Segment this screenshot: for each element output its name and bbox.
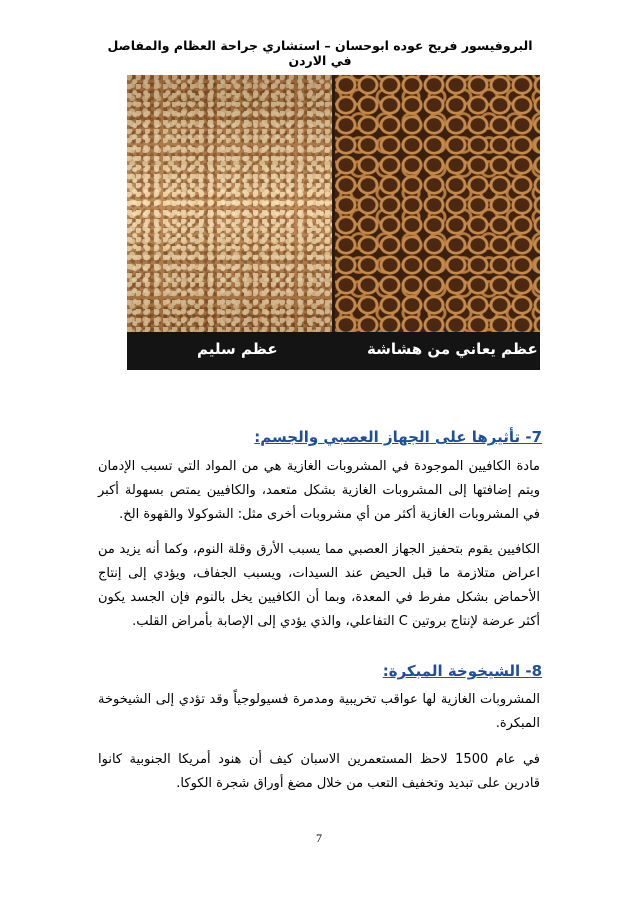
bone-comparison-figure (127, 75, 540, 370)
caption-healthy-bone: عظم سليم (197, 340, 278, 358)
section-8-paragraph-1: المشروبات الغازية لها عواقب تخريبية ومدمرة فسيولوجياً وقد تؤدي إلى الشيخوخة المبكرة. (98, 692, 540, 731)
caption-osteoporotic-bone: عظم يعاني من هشاشة (367, 340, 538, 358)
page-number: 7 (316, 831, 322, 845)
section-7-title: 7- تأثيرها على الجهاز العصبي والجسم: (254, 428, 542, 446)
section-8-title: 8- الشيخوخة المبكرة: (382, 662, 542, 680)
osteoporotic-bone-image (335, 75, 540, 332)
page-header: البروفيسور فريح عوده ابوحسان – استشاري جراحة العظام والمفاصل في الاردن (107, 38, 533, 68)
section-8-paragraph-2: في عام 1500 لاحظ المستعمرين الاسبان كيف أن هنود أمريكا الجنوبية كانوا قادرين على تبديد وتخفيف التعب من خلال مضغ أوراق شجرة الكوكا. (98, 752, 540, 791)
healthy-bone-image (127, 75, 332, 332)
figure-caption-bar (127, 332, 540, 370)
section-7-paragraph-2: الكافيين يقوم بتحفيز الجهاز العصبي مما يسبب الأرق وقلة النوم، وكما أنه يزيد من اعراض متلازمة ما قبل الحيض عند السيدات، ويسبب الجفاف، ويؤدي إلى إنتاج الأحماض بشكل مفرط في المعدة، وبما أن الكافيين يخل بالنوم فإن الجسد يكون أكثر عرضة لإنتاج بروتين C التفاعلي، والذي يؤدي إلى الإصابة بأمراض القلب. (98, 542, 540, 629)
section-7-paragraph-1: مادة الكافيين الموجودة في المشروبات الغازية هي من المواد التي تسبب الإدمان ويتم إضافتها إلى المشروبات الغازية بشكل متعمد، والكافيين يمتص بسهولة أكبر في المشروبات الغازية أكثر من أي مشروبات أخرى مثل: الشوكولا والقهوة الخ. (98, 459, 540, 522)
